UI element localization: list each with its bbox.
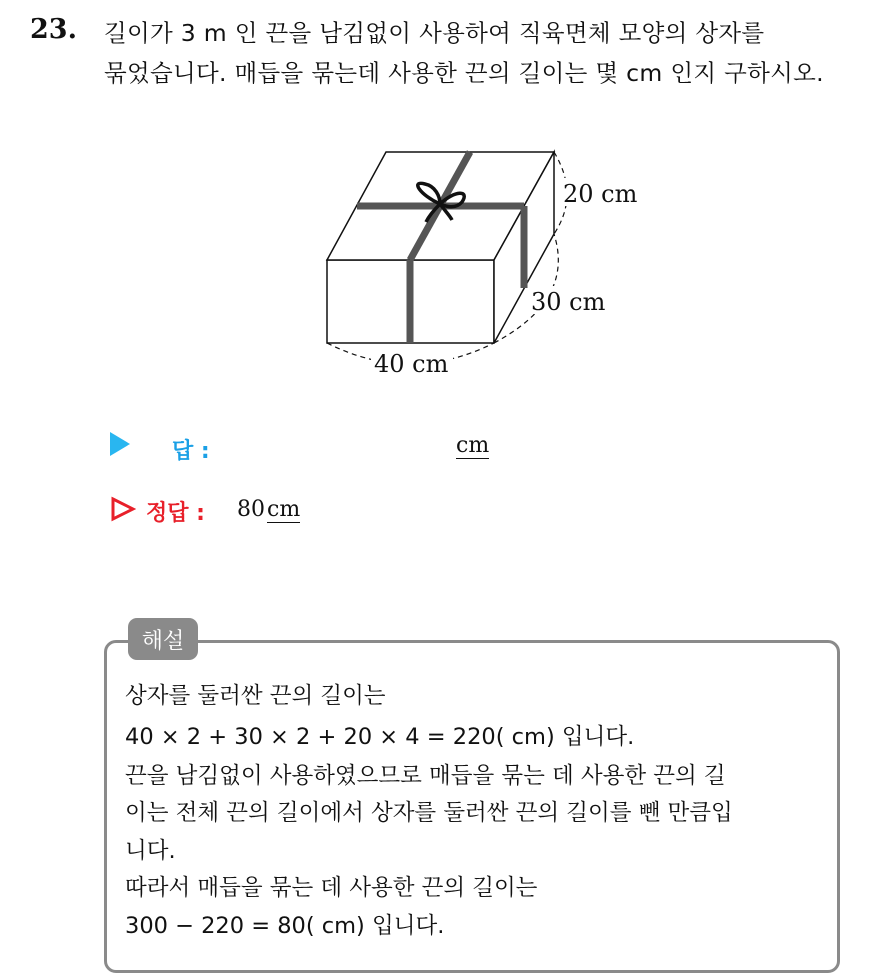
answer-unit: cm	[456, 433, 490, 458]
explanation-line-4: 이는 전체 끈의 길이에서 상자를 둘러싼 끈의 길이를 뺀 만큼입	[125, 800, 733, 826]
correct-answer-value	[237, 497, 300, 522]
explanation-line-6: 따라서 매듭을 묶는 데 사용한 끈의 길이는	[125, 875, 538, 901]
correct-answer-number: 80	[237, 497, 265, 522]
question-number: 23.	[30, 14, 77, 45]
outline-arrow-icon	[110, 496, 136, 522]
answer-prompt-row	[110, 432, 490, 464]
height-label: 20 cm	[563, 180, 638, 208]
explanation-line-7: 300 − 220 = 80( cm) 입니다.	[125, 913, 445, 939]
correct-answer-unit: cm	[267, 497, 301, 522]
depth-label: 30 cm	[531, 288, 606, 316]
explanation-line-2: 40 × 2 + 30 × 2 + 20 × 4 = 220( cm) 입니다.	[125, 724, 635, 750]
explanation-line-3: 끈을 남김없이 사용하였으므로 매듭을 묶는 데 사용한 끈의 길	[125, 763, 726, 789]
explanation-line-5: 니다.	[125, 838, 176, 864]
explanation-line-1: 상자를 둘러싼 끈의 길이는	[125, 683, 386, 709]
play-arrow-icon	[110, 432, 130, 456]
width-label: 40 cm	[374, 350, 449, 378]
gift-box-figure	[300, 140, 660, 390]
question-text-line-1: 길이가 3 m 인 끈을 남김없이 사용하여 직육면체 모양의 상자를	[104, 19, 765, 47]
answer-label: 답 :	[172, 439, 210, 464]
correct-answer-label: 정답 :	[146, 501, 205, 526]
explanation-tag: 해설	[128, 618, 198, 660]
question-text-line-2: 묶었습니다. 매듭을 묶는데 사용한 끈의 길이는 몇 cm 인지 구하시오.	[104, 59, 824, 87]
